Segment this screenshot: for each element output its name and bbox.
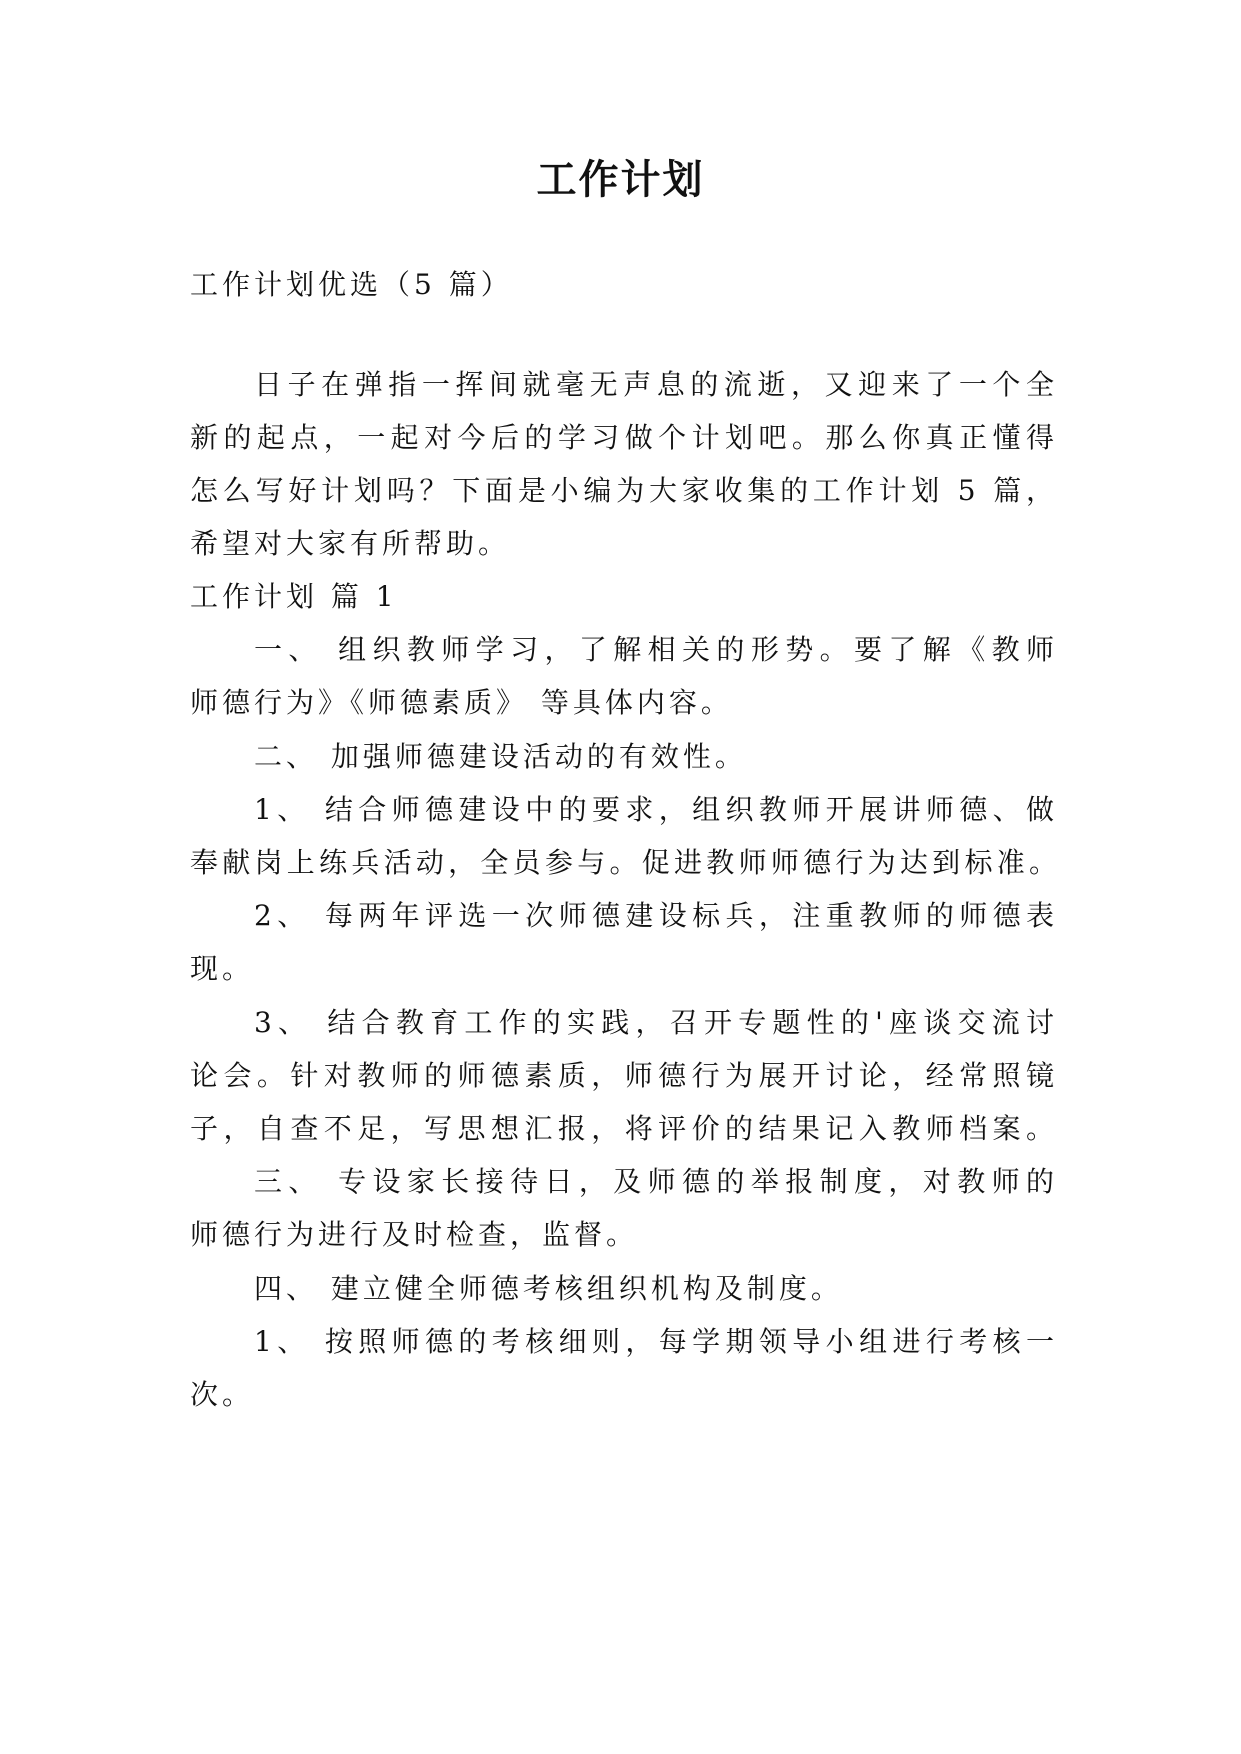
body-line: 二、 加强师德建设活动的有效性。 bbox=[254, 740, 747, 773]
body-line: 现。 bbox=[190, 952, 255, 985]
body-line: 1、 按照师德的考核细则，每学期领导小组进行考核一 bbox=[254, 1325, 1058, 1358]
body-line: 奉献岗上练兵活动，全员参与。促进教师师德行为达到标准。 bbox=[190, 846, 1058, 879]
body-line: 子，自查不足，写思想汇报，将评价的结果记入教师档案。 bbox=[190, 1112, 1058, 1145]
body-line: 2、 每两年评选一次师德建设标兵，注重教师的师德表 bbox=[254, 899, 1058, 932]
body-line: 师德行为进行及时检查，监督。 bbox=[190, 1218, 639, 1251]
body-line: 新的起点，一起对今后的学习做个计划吧。那么你真正懂得 bbox=[190, 421, 1058, 454]
body-line: 3、 结合教育工作的实践，召开专题性的'座谈交流讨 bbox=[254, 1006, 1058, 1039]
body-line: 三、 专设家长接待日，及师德的举报制度，对教师的 bbox=[254, 1165, 1058, 1198]
body-line: 希望对大家有所帮助。 bbox=[190, 527, 511, 560]
section-heading: 工作计划 篇 1 bbox=[190, 580, 398, 613]
document-title: 工作计划 bbox=[536, 157, 705, 203]
body-line: 次。 bbox=[190, 1378, 255, 1411]
body-line: 师德行为》《师德素质》 等具体内容。 bbox=[190, 686, 733, 719]
body-line: 一、 组织教师学习，了解相关的形势。要了解《教师 bbox=[254, 633, 1058, 666]
body-line: 1、 结合师德建设中的要求，组织教师开展讲师德、做 bbox=[254, 793, 1058, 826]
body-line: 日子在弹指一挥间就毫无声息的流逝，又迎来了一个全 bbox=[254, 368, 1058, 401]
body-line: 论会。针对教师的师德素质，师德行为展开讨论，经常照镜 bbox=[190, 1059, 1058, 1092]
body-line: 四、 建立健全师德考核组织机构及制度。 bbox=[254, 1272, 843, 1305]
body-line: 怎么写好计划吗？下面是小编为大家收集的工作计划 5 篇， bbox=[190, 474, 1058, 507]
document-subtitle: 工作计划优选（5 篇） bbox=[190, 268, 513, 301]
